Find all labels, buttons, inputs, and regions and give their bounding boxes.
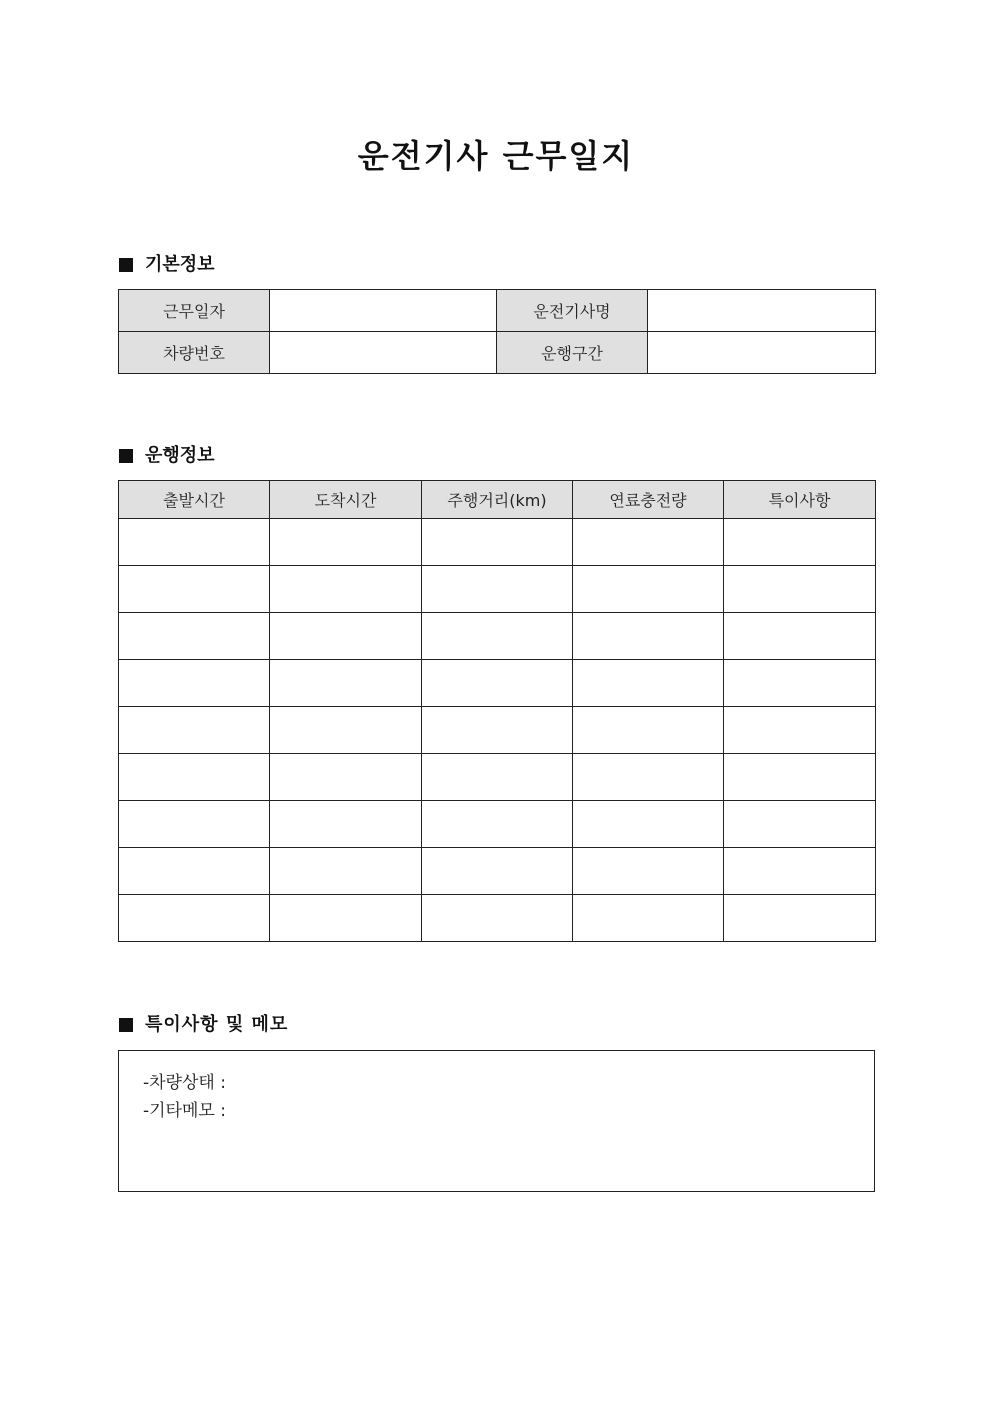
fuel-cell[interactable] <box>573 519 724 566</box>
column-header-notes: 특이사항 <box>724 481 876 519</box>
distance-cell[interactable] <box>422 801 573 848</box>
arrival-cell[interactable] <box>270 519 422 566</box>
arrival-cell[interactable] <box>270 613 422 660</box>
distance-cell[interactable] <box>422 566 573 613</box>
basic-info-table <box>118 289 876 374</box>
notes-cell[interactable] <box>724 801 876 848</box>
trip-info-table <box>118 480 876 942</box>
table-row <box>119 754 876 801</box>
table-row <box>119 332 876 374</box>
column-header-fuel: 연료충전량 <box>573 481 724 519</box>
notes-cell[interactable] <box>724 566 876 613</box>
fuel-cell[interactable] <box>573 895 724 942</box>
departure-cell[interactable] <box>119 519 270 566</box>
distance-cell[interactable] <box>422 895 573 942</box>
memo-heading-text: 특이사항 및 메모 <box>145 1014 289 1035</box>
notes-cell[interactable] <box>724 519 876 566</box>
departure-cell[interactable] <box>119 801 270 848</box>
black-square-icon <box>119 258 133 272</box>
table-row <box>119 848 876 895</box>
vehicle-number-field[interactable] <box>270 332 497 374</box>
arrival-cell[interactable] <box>270 707 422 754</box>
distance-cell[interactable] <box>422 613 573 660</box>
arrival-cell[interactable] <box>270 848 422 895</box>
basic-info-heading <box>119 253 215 277</box>
table-header-row <box>119 481 876 519</box>
notes-cell[interactable] <box>724 754 876 801</box>
notes-cell[interactable] <box>724 848 876 895</box>
notes-cell[interactable] <box>724 613 876 660</box>
departure-cell[interactable] <box>119 660 270 707</box>
distance-cell[interactable] <box>422 848 573 895</box>
fuel-cell[interactable] <box>573 801 724 848</box>
trip-table-body <box>119 519 876 942</box>
column-header-departure: 출발시간 <box>119 481 270 519</box>
arrival-cell[interactable] <box>270 754 422 801</box>
route-label: 운행구간 <box>497 332 648 374</box>
arrival-cell[interactable] <box>270 895 422 942</box>
fuel-cell[interactable] <box>573 707 724 754</box>
other-memo-label: -기타메모 : <box>143 1101 226 1121</box>
table-row <box>119 895 876 942</box>
departure-cell[interactable] <box>119 707 270 754</box>
departure-cell[interactable] <box>119 848 270 895</box>
memo-box[interactable] <box>118 1050 875 1192</box>
departure-cell[interactable] <box>119 754 270 801</box>
arrival-cell[interactable] <box>270 660 422 707</box>
notes-cell[interactable] <box>724 707 876 754</box>
arrival-cell[interactable] <box>270 801 422 848</box>
work-date-label: 근무일자 <box>119 290 270 332</box>
work-date-field[interactable] <box>270 290 497 332</box>
fuel-cell[interactable] <box>573 613 724 660</box>
table-row <box>119 660 876 707</box>
black-square-icon <box>119 1018 133 1032</box>
page-title: 운전기사 근무일지 <box>357 137 635 175</box>
table-row <box>119 801 876 848</box>
table-row <box>119 290 876 332</box>
trip-info-heading-text: 운행정보 <box>145 445 215 466</box>
black-square-icon <box>119 449 133 463</box>
column-header-distance: 주행거리(km) <box>422 481 573 519</box>
table-row <box>119 707 876 754</box>
fuel-cell[interactable] <box>573 754 724 801</box>
notes-cell[interactable] <box>724 895 876 942</box>
notes-cell[interactable] <box>724 660 876 707</box>
driver-name-label: 운전기사명 <box>497 290 648 332</box>
distance-cell[interactable] <box>422 707 573 754</box>
column-header-arrival: 도착시간 <box>270 481 422 519</box>
distance-cell[interactable] <box>422 519 573 566</box>
table-row <box>119 566 876 613</box>
fuel-cell[interactable] <box>573 566 724 613</box>
departure-cell[interactable] <box>119 613 270 660</box>
vehicle-number-label: 차량번호 <box>119 332 270 374</box>
trip-info-heading <box>119 444 215 468</box>
table-row <box>119 613 876 660</box>
driver-name-field[interactable] <box>648 290 876 332</box>
arrival-cell[interactable] <box>270 566 422 613</box>
fuel-cell[interactable] <box>573 848 724 895</box>
departure-cell[interactable] <box>119 566 270 613</box>
departure-cell[interactable] <box>119 895 270 942</box>
memo-heading <box>119 1013 288 1037</box>
basic-info-heading-text: 기본정보 <box>145 254 215 275</box>
fuel-cell[interactable] <box>573 660 724 707</box>
distance-cell[interactable] <box>422 754 573 801</box>
route-field[interactable] <box>648 332 876 374</box>
distance-cell[interactable] <box>422 660 573 707</box>
vehicle-status-label: -차량상태 : <box>143 1073 226 1093</box>
table-row <box>119 519 876 566</box>
